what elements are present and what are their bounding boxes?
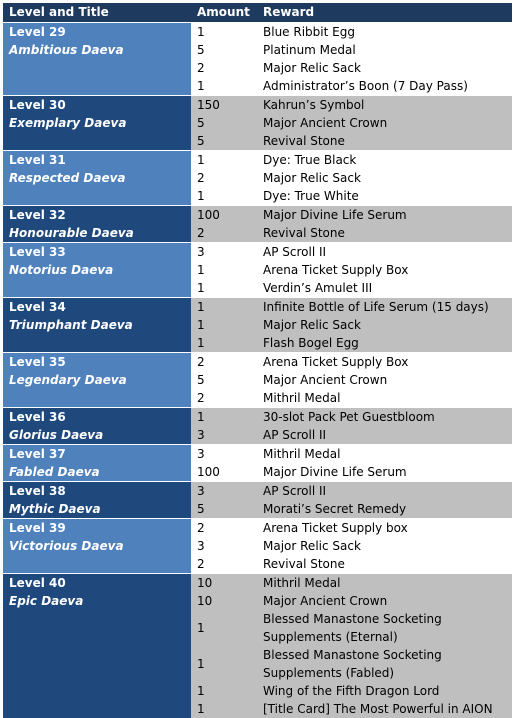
level-cell	[3, 519, 191, 574]
level-group	[3, 408, 512, 445]
amount-cell: 5	[191, 114, 257, 132]
reward-cell: Major Relic Sack	[257, 537, 512, 555]
level-number: Level 32	[9, 206, 191, 224]
table-header	[3, 3, 512, 23]
table-row	[3, 23, 512, 42]
table-row	[3, 574, 512, 593]
level-group	[3, 445, 512, 482]
amount-cell: 3	[191, 482, 257, 501]
level-number: Level 36	[9, 408, 191, 426]
level-cell	[3, 445, 191, 482]
level-title: Mythic Daeva	[9, 500, 191, 518]
amount-cell: 1	[191, 151, 257, 170]
level-title: Triumphant Daeva	[9, 316, 191, 334]
level-number: Level 35	[9, 353, 191, 371]
level-number: Level 34	[9, 298, 191, 316]
level-group	[3, 23, 512, 96]
level-title: Exemplary Daeva	[9, 114, 191, 132]
level-number: Level 38	[9, 482, 191, 500]
amount-cell: 1	[191, 279, 257, 298]
level-title: Respected Daeva	[9, 169, 191, 187]
level-number: Level 31	[9, 151, 191, 169]
amount-cell: 5	[191, 41, 257, 59]
reward-cell: Administrator’s Boon (7 Day Pass)	[257, 77, 512, 96]
reward-cell: Blessed Manastone Socketing Supplements (Fabled)	[257, 646, 512, 682]
level-number: Level 39	[9, 519, 191, 537]
level-title: Fabled Daeva	[9, 463, 191, 481]
level-title: Notorius Daeva	[9, 261, 191, 279]
level-title: Epic Daeva	[9, 592, 191, 610]
amount-cell: 1	[191, 187, 257, 206]
level-group	[3, 243, 512, 298]
reward-cell: Revival Stone	[257, 132, 512, 151]
amount-cell: 1	[191, 23, 257, 42]
table-row	[3, 482, 512, 501]
amount-cell: 150	[191, 96, 257, 115]
reward-cell: Wing of the Fifth Dragon Lord	[257, 682, 512, 700]
header-level-title: Level and Title	[3, 3, 191, 23]
level-cell	[3, 574, 191, 718]
table-row	[3, 151, 512, 170]
table-row	[3, 519, 512, 538]
reward-cell: Major Relic Sack	[257, 316, 512, 334]
level-cell	[3, 353, 191, 408]
level-cell	[3, 23, 191, 96]
reward-cell: Major Divine Life Serum	[257, 463, 512, 482]
amount-cell: 1	[191, 334, 257, 353]
level-rewards-table	[3, 3, 512, 718]
reward-cell: Mithril Medal	[257, 445, 512, 464]
amount-cell: 1	[191, 682, 257, 700]
reward-cell: Dye: True White	[257, 187, 512, 206]
reward-cell: Major Ancient Crown	[257, 592, 512, 610]
amount-cell: 5	[191, 132, 257, 151]
level-cell	[3, 96, 191, 151]
reward-cell: Arena Ticket Supply Box	[257, 261, 512, 279]
amount-cell: 2	[191, 389, 257, 408]
reward-cell: Major Ancient Crown	[257, 114, 512, 132]
amount-cell: 1	[191, 261, 257, 279]
reward-cell: Arena Ticket Supply Box	[257, 353, 512, 372]
level-cell	[3, 408, 191, 445]
reward-cell: 30-slot Pack Pet Guestbloom	[257, 408, 512, 427]
reward-cell: Dye: True Black	[257, 151, 512, 170]
amount-cell: 3	[191, 243, 257, 262]
level-cell	[3, 206, 191, 243]
level-title: Honourable Daeva	[9, 224, 191, 242]
level-group	[3, 206, 512, 243]
reward-cell: Revival Stone	[257, 555, 512, 574]
amount-cell: 2	[191, 224, 257, 243]
table-row	[3, 445, 512, 464]
header-amount: Amount	[191, 3, 257, 23]
amount-cell: 100	[191, 206, 257, 225]
table-row	[3, 353, 512, 372]
reward-cell: [Title Card] The Most Powerful in AION	[257, 700, 512, 718]
header-row	[3, 3, 512, 23]
level-number: Level 29	[9, 23, 191, 41]
level-group	[3, 298, 512, 353]
level-cell	[3, 243, 191, 298]
level-cell	[3, 482, 191, 519]
reward-cell: Verdin’s Amulet III	[257, 279, 512, 298]
amount-cell: 1	[191, 298, 257, 317]
reward-cell: Mithril Medal	[257, 574, 512, 593]
table-row	[3, 243, 512, 262]
amount-cell: 2	[191, 519, 257, 538]
amount-cell: 1	[191, 77, 257, 96]
level-group	[3, 96, 512, 151]
amount-cell: 10	[191, 592, 257, 610]
level-title: Victorious Daeva	[9, 537, 191, 555]
reward-cell: Morati’s Secret Remedy	[257, 500, 512, 519]
amount-cell: 1	[191, 646, 257, 682]
rewards-table-container	[3, 3, 512, 718]
level-cell	[3, 298, 191, 353]
amount-cell: 5	[191, 500, 257, 519]
amount-cell: 5	[191, 371, 257, 389]
level-group	[3, 353, 512, 408]
reward-cell: AP Scroll II	[257, 426, 512, 445]
level-cell	[3, 151, 191, 206]
reward-cell: Blue Ribbit Egg	[257, 23, 512, 42]
reward-cell: Major Relic Sack	[257, 169, 512, 187]
reward-cell: Major Relic Sack	[257, 59, 512, 77]
level-group	[3, 151, 512, 206]
amount-cell: 1	[191, 316, 257, 334]
amount-cell: 100	[191, 463, 257, 482]
reward-cell: Mithril Medal	[257, 389, 512, 408]
amount-cell: 2	[191, 353, 257, 372]
amount-cell: 2	[191, 555, 257, 574]
level-group	[3, 519, 512, 574]
reward-cell: Flash Bogel Egg	[257, 334, 512, 353]
reward-cell: Major Ancient Crown	[257, 371, 512, 389]
reward-cell: Arena Ticket Supply box	[257, 519, 512, 538]
level-number: Level 37	[9, 445, 191, 463]
level-title: Ambitious Daeva	[9, 41, 191, 59]
amount-cell: 2	[191, 59, 257, 77]
level-number: Level 40	[9, 574, 191, 592]
table-row	[3, 96, 512, 115]
level-group	[3, 574, 512, 718]
reward-cell: Blessed Manastone Socketing Supplements (Eternal)	[257, 610, 512, 646]
amount-cell: 10	[191, 574, 257, 593]
level-title: Glorius Daeva	[9, 426, 191, 444]
amount-cell: 1	[191, 700, 257, 718]
reward-cell: Major Divine Life Serum	[257, 206, 512, 225]
reward-cell: Revival Stone	[257, 224, 512, 243]
table-row	[3, 298, 512, 317]
amount-cell: 2	[191, 169, 257, 187]
reward-cell: AP Scroll II	[257, 243, 512, 262]
amount-cell: 1	[191, 408, 257, 427]
reward-cell: AP Scroll II	[257, 482, 512, 501]
header-reward: Reward	[257, 3, 512, 23]
reward-cell: Infinite Bottle of Life Serum (15 days)	[257, 298, 512, 317]
amount-cell: 1	[191, 610, 257, 646]
level-group	[3, 482, 512, 519]
level-title: Legendary Daeva	[9, 371, 191, 389]
table-row	[3, 408, 512, 427]
table-row	[3, 206, 512, 225]
reward-cell: Kahrun’s Symbol	[257, 96, 512, 115]
level-number: Level 33	[9, 243, 191, 261]
amount-cell: 3	[191, 537, 257, 555]
amount-cell: 3	[191, 445, 257, 464]
amount-cell: 3	[191, 426, 257, 445]
level-number: Level 30	[9, 96, 191, 114]
reward-cell: Platinum Medal	[257, 41, 512, 59]
